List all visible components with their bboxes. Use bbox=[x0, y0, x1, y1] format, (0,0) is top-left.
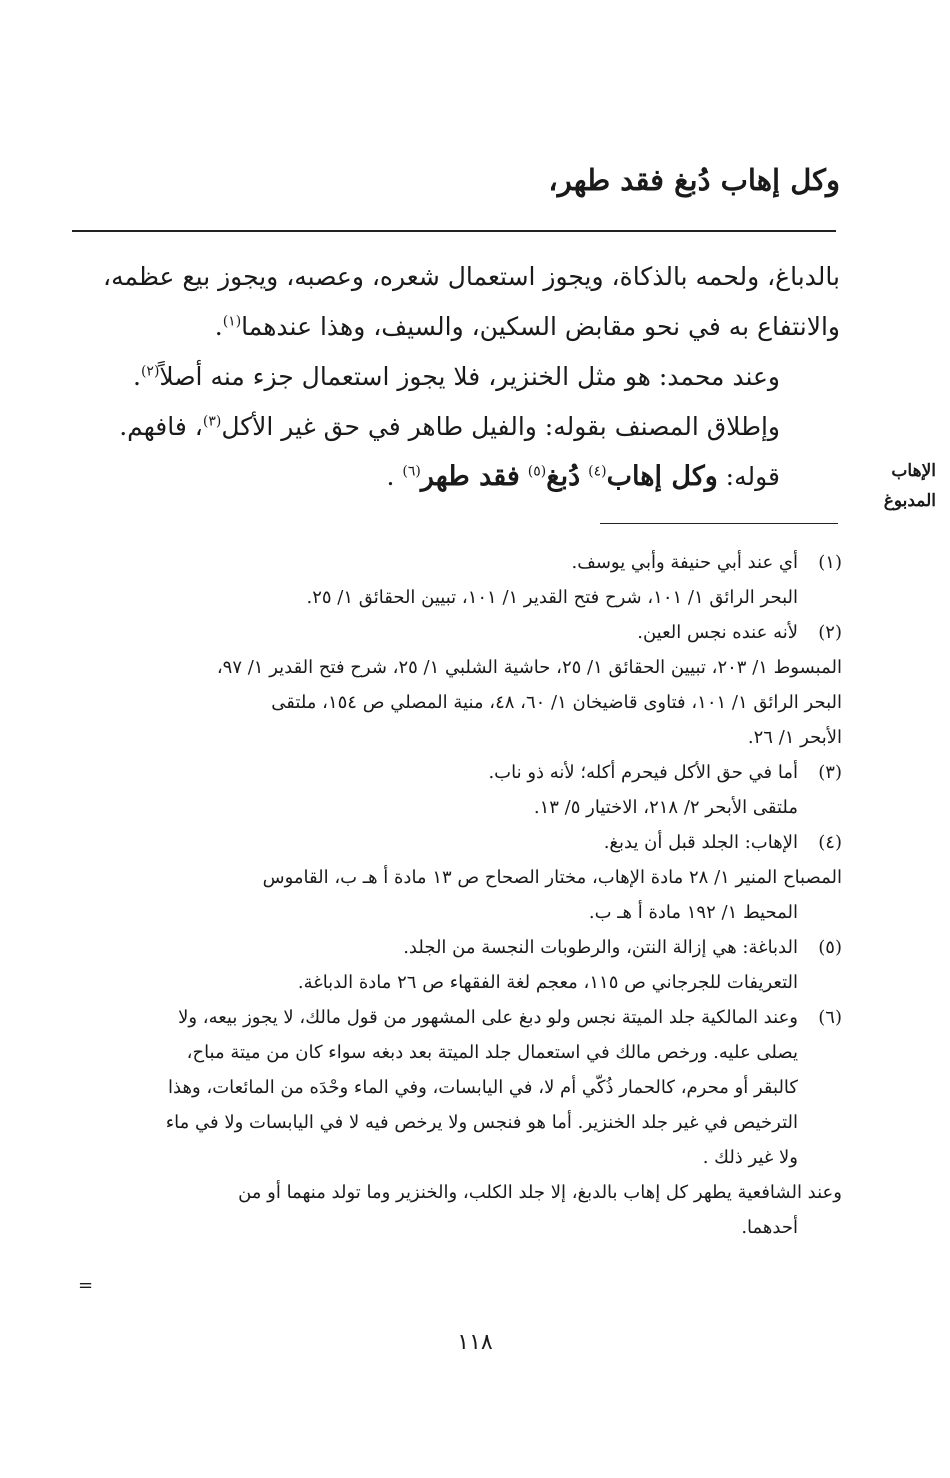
footnote: (٦) وعند المالكية جلد الميتة نجس ولو دبغ على المشهور من قول مالك، لا يجوز بيعه، ولا يصلى عليه. ورخص مالك في استعمال جلد الميتة بعد دبغه سواء كان من ميتة مباح، كالبقر أو محرم، كالحمار ذُكّي أم لا، في اليابسات، وفي الماء وحْدَه من المائعات، وهذا الترخيص في غير جلد الخنزير. أما هو فنجس ولا يرخص فيه لا في اليابسات ولا في ماء ولا غير ذلك . وعند الشافعية يطهر كل إهاب بالدبغ، إلا جلد الكلب، والخنزير وما تولد منهما أو من أحدهما. bbox=[165, 1007, 842, 1238]
footnotes bbox=[72, 545, 842, 1245]
commentary-line: وعند محمد: هو مثل الخنزير، فلا يجوز استعمال جزء منه أصلاً$^{(٢)}$. bbox=[132, 362, 780, 391]
matn-heading: وكل إهاب دُبغ فقد طهر، bbox=[548, 163, 840, 197]
commentary-line: قوله: وكل إهاب$^{(٤)}$ دُبغ$^{(٥)}$ فقد طهر$^{(٦)}$ . bbox=[386, 461, 780, 492]
commentary-line: وإطلاق المصنف بقوله: والفيل طاهر في حق غير الأكل$^{(٣)}$، فافهم. bbox=[119, 412, 780, 441]
footnote: (٢) لأنه عنده نجس العين. المبسوط ١/ ٢٠٣، تبيين الحقائق ١/ ٢٥، حاشية الشلبي ١/ ٢٥، شرح فتح القدير ١/ ٩٧، البحر الرائق ١/ ١٠١، فتاوى قاضيخان ١/ ٦٠، ٤٨، منية المصلي ص ١٥٤، ملتقى الأبحر ١/ ٢٦. bbox=[216, 622, 842, 748]
commentary-line: والانتفاع به في نحو مقابض السكين، والسيف، وهذا عندهما$^{(١)}$. bbox=[214, 312, 840, 341]
heading-rule bbox=[72, 230, 836, 232]
footnote: (١) أي عند أبي حنيفة وأبي يوسف. البحر الرائق ١/ ١٠١، شرح فتح القدير ١/ ١٠١، تبيين الحقائق ١/ ٢٥. bbox=[306, 552, 842, 608]
continuation-mark: = bbox=[78, 1275, 94, 1296]
footnote: (٤) الإهاب: الجلد قبل أن يدبغ. المصباح المنير ١/ ٢٨ مادة الإهاب، مختار الصحاح ص ١٣ مادة أ هـ ب، القاموس المحيط ١/ ١٩٢ مادة أ هـ ب. bbox=[262, 832, 842, 923]
footnote: (٣) أما في حق الأكل فيحرم أكله؛ لأنه ذو ناب. ملتقى الأبحر ٢/ ٢١٨، الاختيار ٥/ ١٣. bbox=[488, 762, 842, 818]
commentary bbox=[72, 252, 840, 502]
commentary-line: بالدباغ، ولحمه بالذكاة، ويجوز استعمال شعره، وعصبه، ويجوز بيع عظمه، bbox=[103, 262, 840, 291]
margin-heading: الإهاب المدبوغ bbox=[883, 461, 936, 511]
footnote-rule bbox=[600, 523, 838, 524]
footnote: (٥) الدباغة: هي إزالة النتن، والرطوبات النجسة من الجلد. التعريفات للجرجاني ص ١١٥، معجم لغة الفقهاء ص ٢٦ مادة الدباغة. bbox=[297, 937, 842, 993]
page-number: ١١٨ bbox=[457, 1330, 493, 1355]
